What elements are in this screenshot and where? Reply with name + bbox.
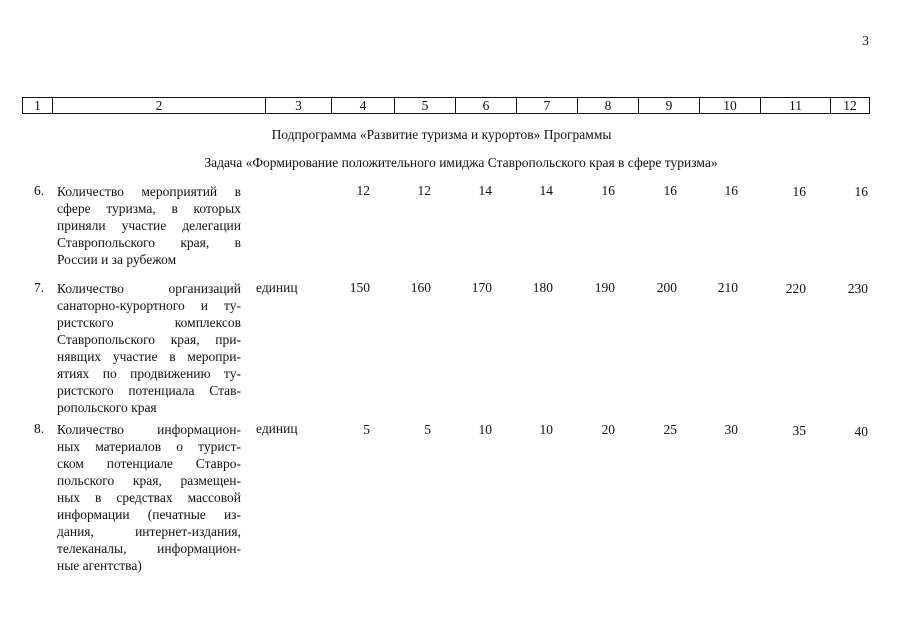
row-number: 8.: [34, 421, 45, 436]
label-line: санаторно-курортного и ту-: [57, 298, 241, 313]
value-cell: 35: [792, 423, 806, 438]
label-line: ропольского края: [57, 400, 157, 415]
label-line: ском потенциале Ставро-: [57, 456, 241, 471]
value-cell: 16: [792, 184, 806, 199]
value-cell: 16: [854, 184, 868, 199]
value-cell: 14: [539, 183, 553, 198]
value-cell: 16: [724, 183, 738, 198]
label-line: ятиях по продвижению ту-: [57, 366, 241, 381]
value-cell: 160: [410, 280, 431, 295]
value-cell: 5: [363, 422, 370, 437]
label-line: сфере туризма, в которых: [57, 201, 241, 216]
value-cell: 190: [594, 280, 615, 295]
row-unit: единиц: [256, 280, 298, 295]
task-title: Задача «Формирование положительного имиджа Ставропольского края в сфере туризма»: [204, 155, 718, 170]
value-cell: 12: [417, 183, 431, 198]
row-label: [57, 421, 241, 574]
label-line: Ставропольского края, при-: [57, 332, 241, 347]
row-label: [57, 280, 241, 416]
value-cell: 20: [601, 422, 615, 437]
label-line: нявщих участие в меропри-: [57, 349, 241, 364]
label-line: информации (печатные из-: [57, 507, 241, 522]
label-line: ристского комплексов: [57, 315, 241, 330]
table-header-row: [22, 97, 870, 114]
header-col-8: 8: [578, 98, 639, 113]
value-cell: 220: [785, 281, 806, 296]
row-label: [57, 183, 241, 268]
label-line: приняли участие делегации: [57, 218, 241, 233]
label-line: ристского потенциала Став-: [57, 383, 241, 398]
value-cell: 180: [532, 280, 553, 295]
value-cell: 10: [539, 422, 553, 437]
header-col-4: 4: [332, 98, 395, 113]
value-cell: 170: [471, 280, 492, 295]
header-col-1: 1: [23, 98, 53, 113]
header-col-7: 7: [517, 98, 578, 113]
value-cell: 210: [717, 280, 738, 295]
value-cell: 200: [656, 280, 677, 295]
row-number: 6.: [34, 183, 45, 198]
header-col-9: 9: [639, 98, 700, 113]
header-col-10: 10: [700, 98, 761, 113]
label-line: телеканалы, информацион-: [57, 541, 241, 556]
label-line: России и за рубежом: [57, 252, 177, 267]
subprogram-title: Подпрограмма «Развитие туризма и курортов» Программы: [271, 127, 612, 142]
label-line: Ставропольского края, в: [57, 235, 241, 250]
value-cell: 16: [663, 183, 677, 198]
header-col-2: 2: [53, 98, 266, 113]
label-line: польского края, размещен-: [57, 473, 241, 488]
value-cell: 10: [478, 422, 492, 437]
value-cell: 16: [601, 183, 615, 198]
header-col-5: 5: [395, 98, 456, 113]
label-line: Количество информацион-: [57, 422, 241, 437]
page-number: 3: [862, 34, 869, 49]
value-cell: 150: [349, 280, 370, 295]
label-line: Количество мероприятий в: [57, 184, 241, 199]
label-line: ные агентства): [57, 558, 142, 573]
label-line: ных материалов о турист-: [57, 439, 241, 454]
value-cell: 230: [847, 281, 868, 296]
label-line: Количество организаций: [57, 281, 241, 296]
header-col-6: 6: [456, 98, 517, 113]
value-cell: 5: [424, 422, 431, 437]
row-unit: единиц: [256, 421, 298, 436]
header-col-3: 3: [266, 98, 332, 113]
value-cell: 12: [356, 183, 370, 198]
header-col-12: 12: [843, 98, 857, 113]
label-line: дания, интернет-издания,: [57, 524, 241, 539]
value-cell: 14: [478, 183, 492, 198]
header-col-11: 11: [761, 98, 831, 113]
value-cell: 25: [663, 422, 677, 437]
label-line: ных в средствах массовой: [57, 490, 241, 505]
value-cell: 30: [724, 422, 738, 437]
row-number: 7.: [34, 280, 45, 295]
value-cell: 40: [854, 424, 868, 439]
